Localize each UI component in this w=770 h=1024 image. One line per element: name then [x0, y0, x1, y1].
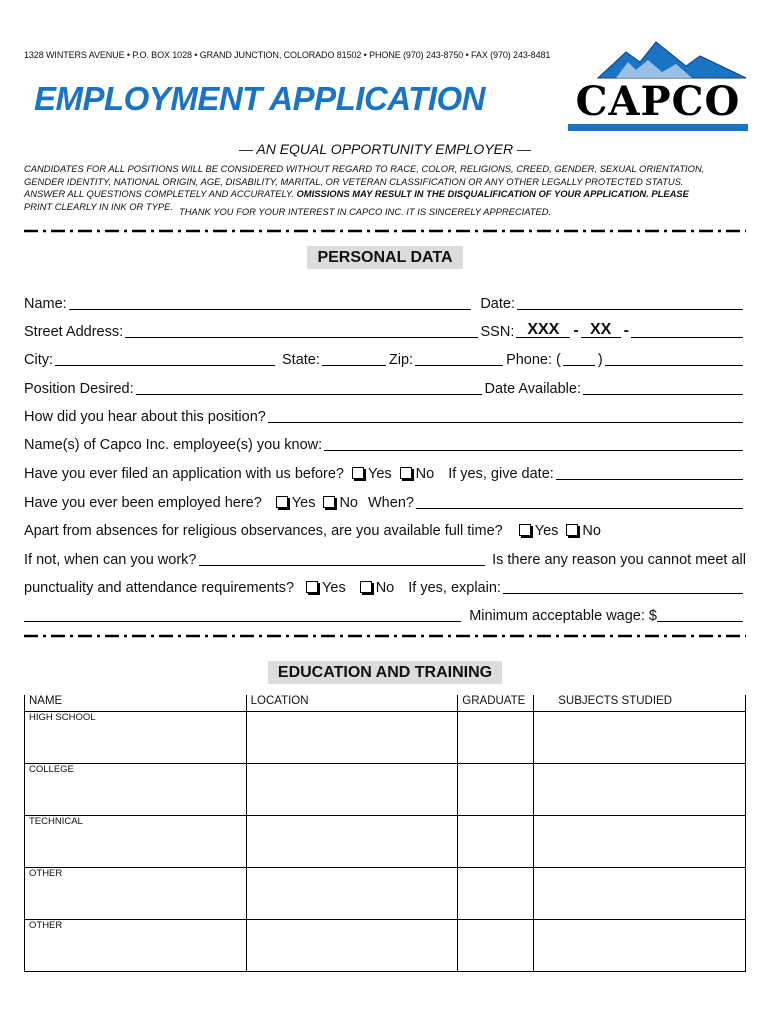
row-label[interactable]: HIGH SCHOOL — [25, 712, 247, 764]
row-label[interactable]: TECHNICAL — [25, 816, 247, 868]
subjects-cell[interactable] — [534, 868, 746, 920]
employed-when-field[interactable] — [416, 492, 743, 509]
date-field[interactable] — [517, 293, 743, 310]
ifnot-when-field[interactable] — [199, 549, 486, 566]
label-yes: Yes — [368, 466, 392, 482]
table-row — [25, 816, 746, 868]
row-address-ssn — [24, 318, 746, 340]
label-yes: Yes — [322, 580, 346, 596]
company-address: 1328 WINTERS AVENUE • P.O. BOX 1028 • GRAND JUNCTION, COLORADO 81502 • PHONE (970) 243-8750 • FAX (970) 243-8481 — [24, 50, 551, 60]
row-label[interactable]: COLLEGE — [25, 764, 247, 816]
row-ifnot — [24, 546, 746, 568]
label-ifnot: If not, when can you work? — [24, 552, 197, 568]
zip-field[interactable] — [415, 349, 503, 366]
label-city: City: — [24, 352, 53, 368]
row-wage — [24, 602, 746, 624]
fulltime-yes-checkbox[interactable] — [519, 524, 531, 536]
subjects-cell[interactable] — [534, 816, 746, 868]
location-cell[interactable] — [246, 868, 458, 920]
hear-field[interactable] — [268, 406, 743, 423]
ssn-field-3[interactable] — [631, 321, 743, 338]
punctuality-no-checkbox[interactable] — [360, 581, 372, 593]
row-label[interactable]: OTHER — [25, 920, 247, 972]
explain-field-continued[interactable] — [24, 605, 461, 622]
row-fulltime — [24, 517, 746, 539]
disclaimer-line: GENDER IDENTITY, NATIONAL ORIGIN, AGE, DISABILITY, MARITAL, OR VETERAN CLASSIFICATION OR ANY OTHER LEGALLY PROTECTED STATUS. — [24, 175, 684, 187]
graduate-cell[interactable] — [458, 816, 534, 868]
table-row — [25, 764, 746, 816]
label-no: No — [375, 580, 395, 596]
graduate-cell[interactable] — [458, 920, 534, 972]
table-header-row — [25, 695, 746, 712]
subjects-cell[interactable] — [534, 764, 746, 816]
label-punctuality: punctuality and attendance requirements? — [24, 580, 295, 596]
equal-opportunity-tagline: — AN EQUAL OPPORTUNITY EMPLOYER — — [239, 141, 531, 157]
column-header-graduate: GRADUATE — [458, 695, 534, 712]
location-cell[interactable] — [246, 764, 458, 816]
location-cell[interactable] — [246, 816, 458, 868]
employed-no-checkbox[interactable] — [323, 496, 335, 508]
education-table — [24, 695, 746, 972]
explain-field[interactable] — [503, 577, 743, 594]
label-ssn: SSN: — [480, 324, 515, 340]
label-employees: Name(s) of Capco Inc. employee(s) you know: — [24, 437, 323, 453]
label-reason: Is there any reason you cannot meet all — [492, 552, 746, 568]
subjects-cell[interactable] — [534, 712, 746, 764]
row-hear — [24, 403, 746, 425]
disclaimer-line: PRINT CLEARLY IN INK OR TYPE. — [24, 200, 174, 212]
phone-paren: ) — [597, 352, 603, 368]
state-field[interactable] — [322, 349, 386, 366]
thanks-note: THANK YOU FOR YOUR INTEREST IN CAPCO INC. IT IS SINCERELY APPRECIATED. — [179, 205, 552, 217]
position-field[interactable] — [136, 378, 482, 395]
label-name: Name: — [24, 296, 67, 312]
table-row — [25, 712, 746, 764]
section-heading-personal: PERSONAL DATA — [307, 246, 462, 269]
label-fulltime: Apart from absences for religious observances, are you available full time? — [24, 523, 503, 539]
label-employed: Have you ever been employed here? — [24, 495, 262, 511]
graduate-cell[interactable] — [458, 764, 534, 816]
row-employed-here — [24, 489, 746, 511]
punctuality-yes-checkbox[interactable] — [306, 581, 318, 593]
employed-yes-checkbox[interactable] — [276, 496, 288, 508]
label-hear: How did you hear about this position? — [24, 409, 266, 425]
row-punctuality — [24, 574, 746, 596]
column-header-name: NAME — [25, 695, 247, 712]
company-logo — [568, 40, 748, 132]
label-state: State: — [282, 352, 320, 368]
ssn-field-1[interactable] — [516, 321, 570, 338]
disclaimer-line: ANSWER ALL QUESTIONS COMPLETELY AND ACCURATELY. — [24, 188, 294, 199]
label-when: When? — [368, 495, 414, 511]
ssn-mask-2: XX — [590, 321, 612, 338]
label-wage: Minimum acceptable wage: $ — [469, 608, 657, 624]
graduate-cell[interactable] — [458, 712, 534, 764]
row-filed-before — [24, 460, 746, 482]
ssn-field-2[interactable] — [581, 321, 621, 338]
label-explain: If yes, explain: — [408, 580, 501, 596]
page-title: EMPLOYMENT APPLICATION — [34, 80, 485, 117]
phone-area-code-field[interactable] — [563, 349, 595, 366]
label-yes: Yes — [534, 523, 559, 539]
street-address-field[interactable] — [125, 321, 477, 338]
ssn-dash: - — [623, 322, 629, 339]
label-street: Street Address: — [24, 324, 124, 340]
graduate-cell[interactable] — [458, 868, 534, 920]
logo-text: CAPCO — [575, 78, 741, 125]
label-yes: Yes — [291, 495, 316, 511]
phone-field[interactable] — [605, 349, 743, 366]
dashed-divider — [24, 634, 746, 638]
label-phone: Phone: ( — [506, 352, 561, 368]
label-no: No — [339, 495, 358, 511]
row-city — [24, 346, 746, 368]
row-position — [24, 375, 746, 397]
employees-field[interactable] — [324, 434, 743, 451]
date-available-field[interactable] — [583, 378, 743, 395]
city-field[interactable] — [55, 349, 275, 366]
wage-field[interactable] — [657, 605, 743, 622]
filed-yes-checkbox[interactable] — [352, 467, 364, 479]
table-row — [25, 920, 746, 972]
label-no: No — [415, 466, 435, 482]
row-label[interactable]: OTHER — [25, 868, 247, 920]
filed-no-checkbox[interactable] — [400, 467, 412, 479]
label-date-available: Date Available: — [484, 381, 581, 397]
dashed-divider — [24, 229, 746, 233]
column-header-location: LOCATION — [246, 695, 458, 712]
row-name-date — [24, 290, 746, 312]
disclaimer-line: CANDIDATES FOR ALL POSITIONS WILL BE CONSIDERED WITHOUT REGARD TO RACE, COLOR, RELIGIONS, CREED, GENDER, SEXUAL ORIENTATION, — [24, 163, 705, 174]
location-cell[interactable] — [246, 712, 458, 764]
ssn-dash: - — [573, 322, 579, 339]
ssn-mask-1: XXX — [527, 321, 560, 338]
label-if-yes-date: If yes, give date: — [448, 466, 554, 482]
label-zip: Zip: — [388, 352, 414, 368]
location-cell[interactable] — [246, 920, 458, 972]
section-heading-education: EDUCATION AND TRAINING — [268, 661, 502, 684]
column-header-subjects: SUBJECTS STUDIED — [534, 695, 746, 712]
label-date: Date: — [480, 296, 515, 312]
fulltime-no-checkbox[interactable] — [566, 524, 578, 536]
subjects-cell[interactable] — [534, 920, 746, 972]
label-position: Position Desired: — [24, 381, 134, 397]
disclaimer — [24, 163, 746, 217]
label-no: No — [582, 523, 601, 539]
table-row — [25, 868, 746, 920]
row-employees — [24, 431, 746, 453]
label-filed: Have you ever filed an application with us before? — [24, 466, 344, 482]
filed-date-field[interactable] — [556, 463, 743, 480]
name-field[interactable] — [69, 293, 472, 310]
disclaimer-warning: OMISSIONS MAY RESULT IN THE DISQUALIFICATION OF YOUR APPLICATION. PLEASE — [296, 188, 689, 199]
